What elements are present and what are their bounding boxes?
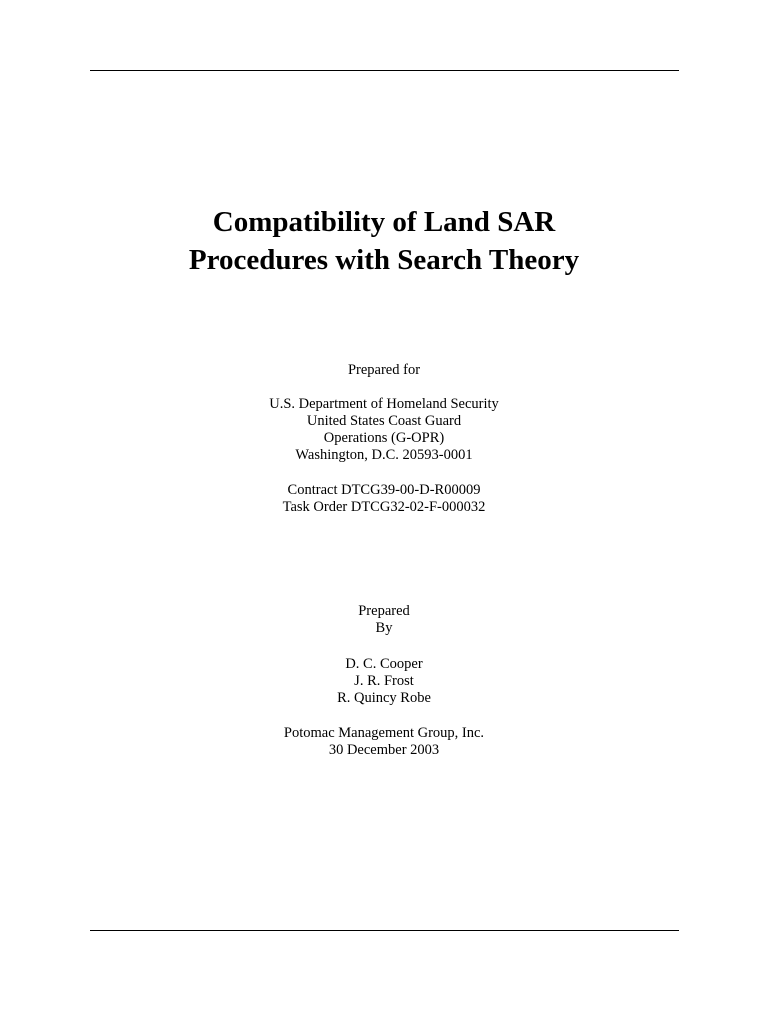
title-line-2: Procedures with Search Theory xyxy=(188,244,580,276)
prepared-for-section xyxy=(0,362,768,379)
contract-number: Contract DTCG39-00-D-R00009 xyxy=(287,482,481,498)
contract-info xyxy=(0,482,768,516)
agency-branch: United States Coast Guard xyxy=(306,413,462,429)
document-date: 30 December 2003 xyxy=(328,742,440,758)
agency-city: Washington, D.C. 20593-0001 xyxy=(295,447,473,463)
author-name: J. R. Frost xyxy=(354,673,414,689)
prepared-for-label: Prepared for xyxy=(347,362,421,378)
top-rule xyxy=(90,70,679,71)
title-line-1: Compatibility of Land SAR xyxy=(212,206,556,238)
organization-info xyxy=(0,725,768,759)
organization-name: Potomac Management Group, Inc. xyxy=(283,725,485,741)
agency-department: U.S. Department of Homeland Security xyxy=(269,396,499,412)
agency-office: Operations (G-OPR) xyxy=(323,430,445,446)
bottom-rule xyxy=(90,930,679,931)
agency-address xyxy=(0,396,768,464)
prepared-by-line-1: Prepared xyxy=(358,603,410,619)
prepared-by-section xyxy=(0,603,768,637)
task-order: Task Order DTCG32-02-F-000032 xyxy=(282,499,486,515)
author-list xyxy=(0,656,768,707)
document-title xyxy=(0,203,768,279)
prepared-by-line-2: By xyxy=(375,620,393,636)
author-name: R. Quincy Robe xyxy=(337,690,431,706)
author-name: D. C. Cooper xyxy=(345,656,423,672)
